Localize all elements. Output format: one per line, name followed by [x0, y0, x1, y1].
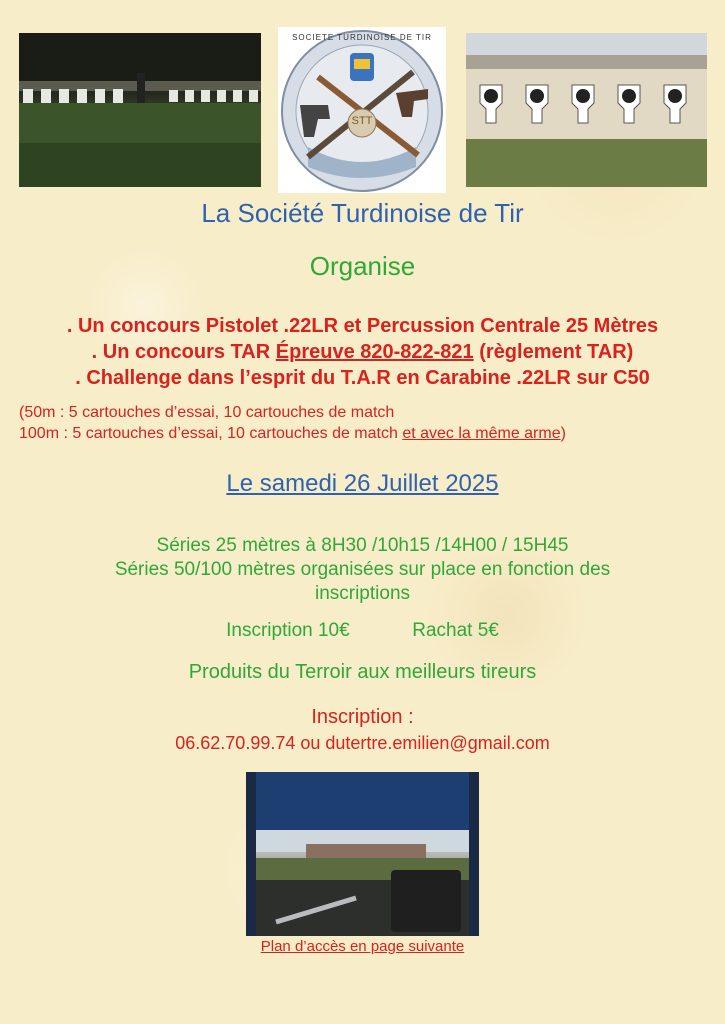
event-list [0, 313, 725, 391]
stt-emblem [278, 27, 446, 193]
club-logo [278, 27, 446, 193]
range-scene-left [19, 33, 261, 187]
cartridge-notes [19, 402, 566, 444]
schedule-inscriptions: inscriptions [314, 583, 411, 604]
note-100m [19, 423, 566, 444]
schedule-50-100m: Séries 50/100 mètres organisées sur place en fonction des [114, 559, 611, 580]
event-tar-epreuve: Épreuve 820-822-821 [275, 341, 474, 363]
note-100m-same-weapon: et avec la même arme [402, 425, 561, 442]
access-map-link[interactable]: Plan d’accès en page suivante [260, 938, 465, 955]
shooting-range-photo-bottom [246, 772, 479, 936]
shooting-range-photo-left [19, 33, 261, 187]
event-tar-suffix: (règlement TAR) [473, 341, 634, 363]
schedule [0, 534, 725, 606]
event-pistol: . Un concours Pistolet .22LR et Percussion Centrale 25 Mètres [66, 315, 659, 337]
page-subtitle: Organise [309, 251, 416, 281]
event-challenge: . Challenge dans l’esprit du T.A.R en Carabine .22LR sur C50 [75, 367, 650, 389]
contact-title: Inscription : [311, 706, 414, 728]
note-100m-suffix: ) [560, 425, 566, 442]
contact-details[interactable]: 06.62.70.99.74 ou dutertre.emilien@gmail.com [175, 733, 550, 753]
logo-ring-text: SOCIETE TURDINOISE DE TIR [292, 33, 432, 42]
event-date: Le samedi 26 Juillet 2025 [226, 470, 499, 497]
event-tar-prefix: . Un concours TAR [91, 341, 276, 363]
fees [0, 620, 725, 642]
note-50m: (50m : 5 cartouches d’essai, 10 cartouches de match [19, 404, 395, 421]
event-tar [0, 339, 725, 365]
fee-inscription: Inscription 10€ [226, 620, 350, 641]
page-title: La Société Turdinoise de Tir [201, 198, 524, 228]
range-scene-right [466, 33, 707, 187]
note-100m-prefix: 100m : 5 cartouches d’essai, 10 cartouches de match [19, 425, 403, 442]
shooting-range-photo-right [466, 33, 707, 187]
schedule-25m: Séries 25 mètres à 8H30 /10h15 /14H00 / 15H45 [156, 535, 569, 556]
prizes: Produits du Terroir aux meilleurs tireurs [188, 661, 537, 683]
logo-initials: STT [351, 115, 373, 127]
range-scene-bottom [246, 772, 479, 936]
fee-rachat: Rachat 5€ [412, 620, 499, 641]
